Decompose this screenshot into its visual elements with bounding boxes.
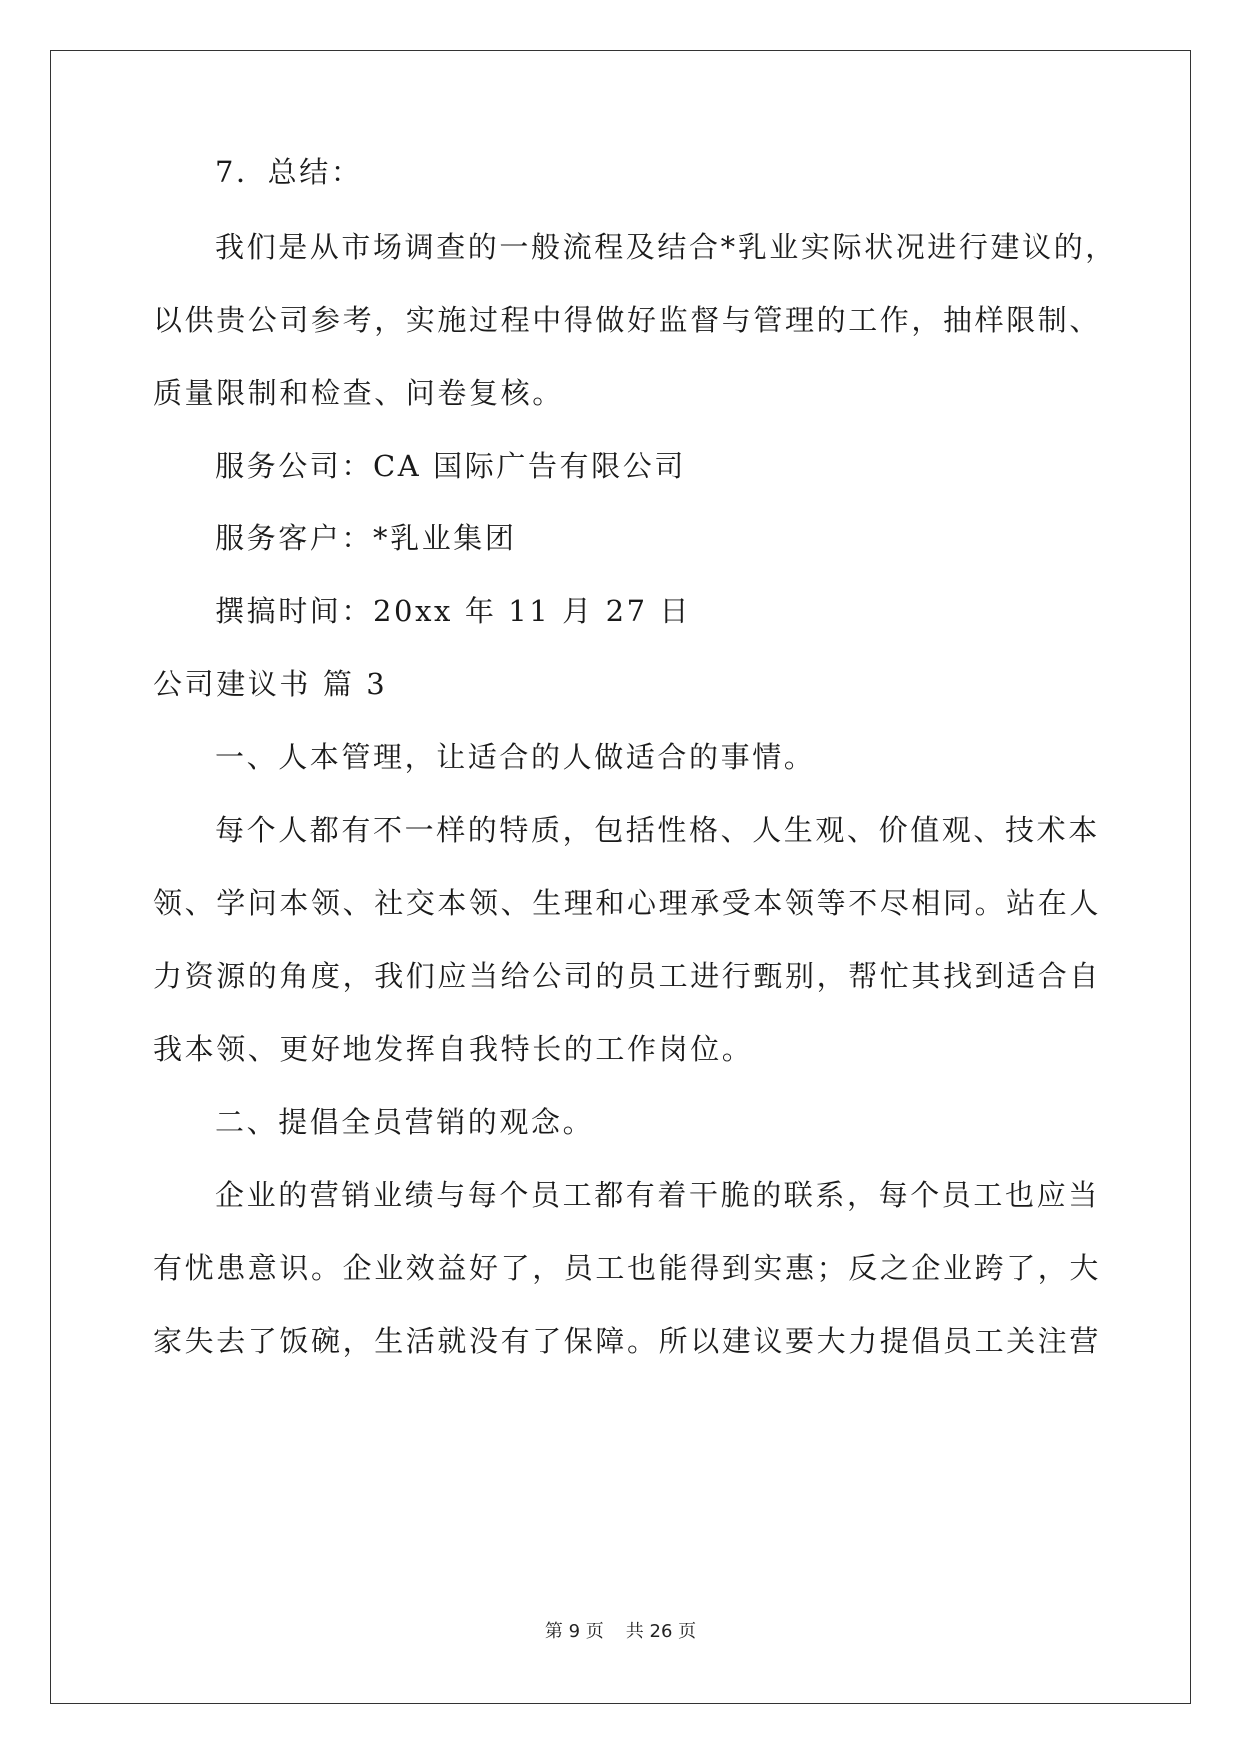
subheading-people-management: 一、人本管理，让适合的人做适合的事情。 — [215, 740, 816, 774]
paragraph-line: 企业的营销业绩与每个员工都有着干脆的联系，每个员工也应当 — [215, 1178, 1100, 1212]
section-title: 公司建议书 篇 3 — [153, 667, 388, 701]
page-total: 共 26 页 — [625, 1621, 697, 1642]
paragraph-line: 每个人都有不一样的特质，包括性格、人生观、价值观、技术本 — [215, 813, 1100, 847]
paragraph-line: 我本领、更好地发挥自我特长的工作岗位。 — [153, 1032, 754, 1066]
paragraph-line: 我们是从市场调查的一般流程及结合*乳业实际状况进行建议的， — [215, 230, 1117, 264]
paragraph-line: 有忧患意识。企业效益好了，员工也能得到实惠；反之企业跨了，大 — [153, 1251, 1102, 1285]
page-footer — [0, 1620, 1241, 1644]
page-number: 第 9 页 — [544, 1621, 604, 1642]
service-company-line: 服务公司：CA 国际广告有限公司 — [215, 449, 686, 483]
paragraph-line: 领、学问本领、社交本领、生理和心理承受本领等不尽相同。站在人 — [153, 886, 1102, 920]
paragraph-line: 以供贵公司参考，实施过程中得做好监督与管理的工作，抽样限制、 — [153, 303, 1102, 337]
service-client-line: 服务客户：*乳业集团 — [215, 521, 517, 555]
section-heading-summary: 7．总结： — [215, 155, 363, 189]
paragraph-line: 力资源的角度，我们应当给公司的员工进行甄别，帮忙其找到适合自 — [153, 959, 1102, 993]
page-border — [50, 50, 1191, 1704]
date-line: 撰搞时间：20xx 年 11 月 27 日 — [215, 594, 692, 628]
subheading-full-marketing: 二、提倡全员营销的观念。 — [215, 1105, 595, 1139]
paragraph-line: 质量限制和检查、问卷复核。 — [153, 376, 564, 410]
paragraph-line: 家失去了饭碗，生活就没有了保障。所以建议要大力提倡员工关注营 — [153, 1324, 1102, 1358]
